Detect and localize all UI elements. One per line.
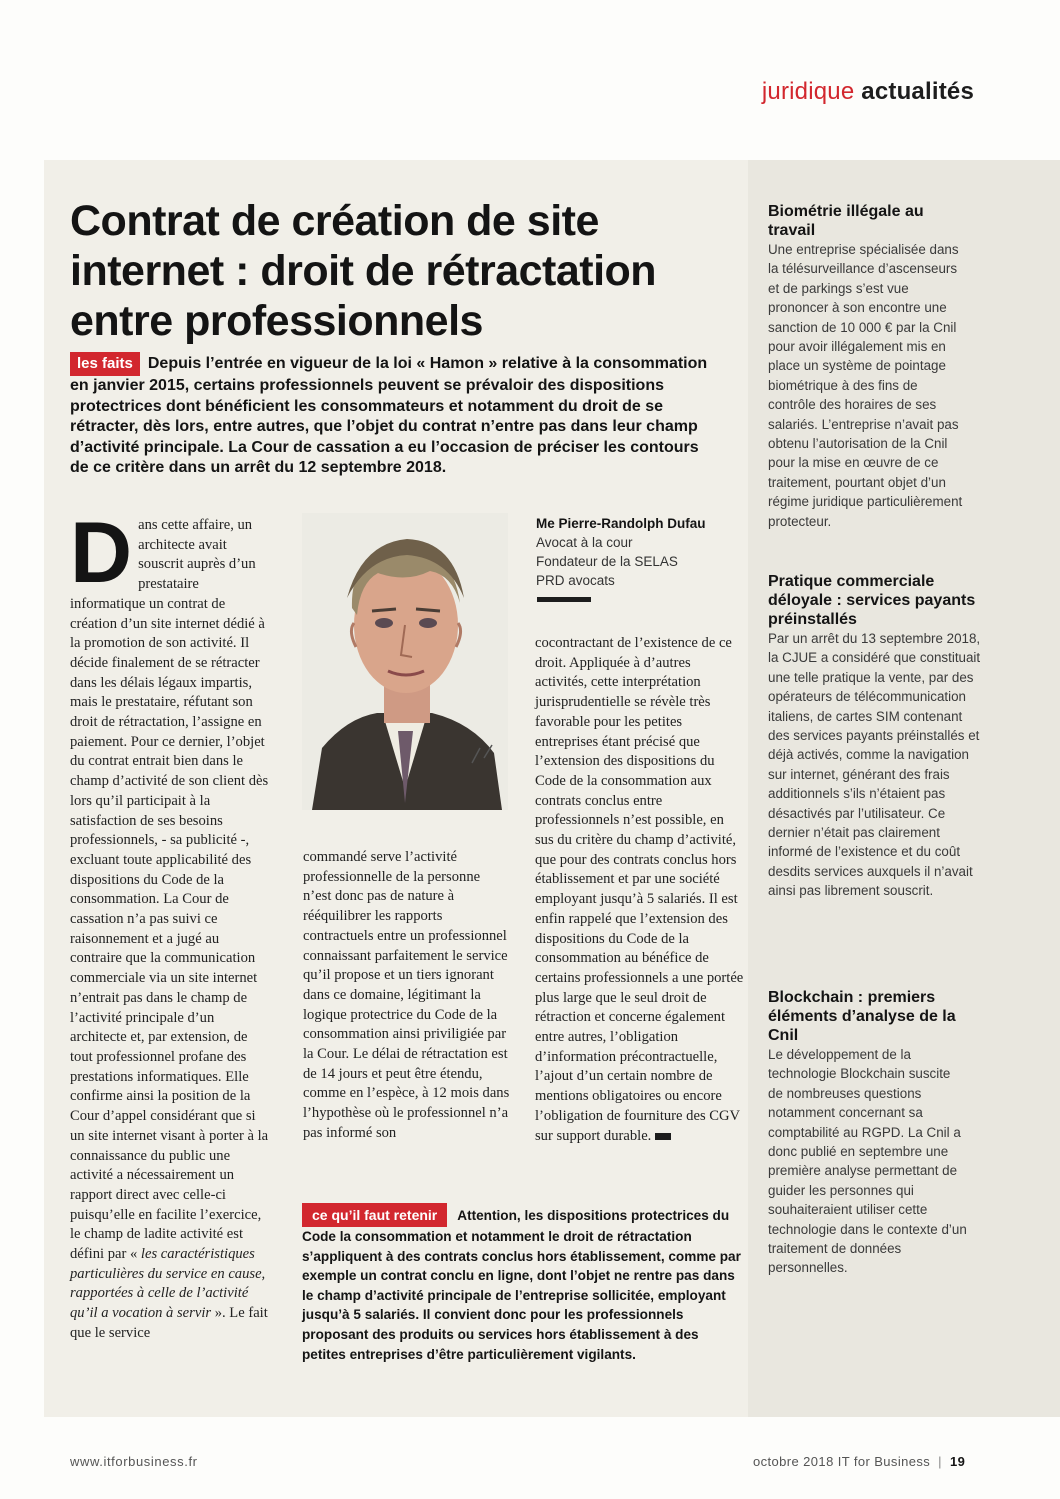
author-company-line: Fondateur de la SELAS (536, 554, 678, 569)
author-title: Avocat à la cour (536, 535, 633, 550)
drop-cap: D (70, 505, 133, 601)
sidebar-item-text: Le développement de la technologie Blockchain suscite de nombreuses questions notamment concernant sa comptabilité au RGPD. La Cnil a donc publié en septembre une première analyse permettant de guider les personnes qui souhaiteraient utiliser cette technologie dans le contexte d’un traitement de données personnelles. (768, 1047, 967, 1276)
sidebar-item-text: Par un arrêt du 13 septembre 2018, la CJUE a considéré que constituait une telle pratique la vente, par des opérateurs de télécommunication italiens, de cartes SIM contenant des services payants préinstallés et déjà activés, comme la navigation sur internet, générant des frais additionnels s’ils n’étaient pas désactivés par l’utilisateur. Ce dernier n’était pas clairement informé de l’existence et du coût desdits services auxquels il n’avait ainsi pas librement souscrit. (768, 631, 981, 899)
sidebar-item-title: Blockchain : premiers éléments d’analyse de la Cnil (768, 989, 956, 1044)
column-1-end: ». Le fait que le service (70, 1305, 268, 1341)
article-column-2: commandé serve l’activité professionnelle de la personne n’est donc pas de nature à rééquilibrer les rapports contractuels entre un professionnel connaissant parfaitement le service qu’il propose et un tiers ignorant dans ce domaine, légitimant la logique protectrice du Code de la consommation ainsi priviligiée par la Cour. Le délai de rétractation est de 14 jours et peut être étendu, comme en l’espèce, à 12 mois dans l’hypothèse où le professionnel n’a pas informé son (303, 849, 510, 1141)
author-portrait-illustration (302, 513, 508, 810)
takeaway-box (302, 1203, 745, 1364)
column-1-text: ans cette affaire, un architecte avait souscrit auprès d’un prestataire informatique un contrat de création d’un site internet dédié à la promotion de son activité. Il décide finalement de se rétracter dans les délais légaux impartis, mais le prestataire, réfutant son droit de rétractation, l’assigne en paiement. Pour ce dernier, l’objet du contrat entrait bien dans le champ d’activité de son client dès lors qu’il participait à la satisfaction de ses besoins professionnels, - sa publicité -, excluant toute applicabilité des dispositions du Code de la consommation. La Cour de cassation n’a pas suivi ce raisonnement et a jugé au contraire que la communication commerciale via un site internet n’entrait pas dans le champ de l’activité principale d’un architecte et, par extension, de tout professionnel profane des prestations informatiques. Elle confirme ainsi la position de la Cour d’appel considérant que si un site internet visant à porter à la connaissance du public une activité a nécessairement un rapport direct avec celle-ci puisqu’elle en facilite l’exercice, le champ de ladite activité est défini par « (70, 517, 269, 1263)
article-column-3 (535, 634, 745, 1146)
sidebar-item-title: Pratique commerciale déloyale : services payants préinstallés (768, 573, 976, 628)
footer-website-link[interactable]: www.itforbusiness.fr (70, 1454, 198, 1469)
author-name: Me Pierre-Randolph Dufau (536, 516, 706, 531)
article-title: Contrat de création de site internet : droit de rétractation entre professionnels (70, 197, 657, 345)
column-3-text: cocontractant de l’existence de ce droit. Appliquée à d’autres activités, cette interprétation jurisprudentielle se révèle très favorable pour les petites entreprises étant précisé que l’extension des dispositions du Code de la consommation aux contrats conclus entre professionnels n’est possible, en sus du critère du champ d’activité, que pour des contrats conclus hors établissement et par une société employant jusqu’à 5 salariés. Il est enfin rappelé que l’extension des dispositions du Code de la consommation au bénéfice de certains professionnels a une portée plus large que le seul droit de rétraction et concerne également entre autres, l’obligation d’information précontractuelle, l’ajout d’un certain nombre de mentions obligatoires ou encore l’obligation de fourniture des CGV sur support durable. (535, 635, 744, 1144)
sidebar-news-item (768, 572, 983, 901)
sidebar-item-text: Une entreprise spécialisée dans la télésurveillance d’ascenseurs et de parkings s’est vue prononcer à son encontre une sanction de 10 000 € par la Cnil pour avoir illégalement mis en place un système de pointage biométrique à des fins de contrôle des horaires de ses salariés. L’entreprise n’avait pas obtenu l’autorisation de la Cnil pour la mise en œuvre de ce traitement, pourtant objet d’un régime juridique particulièrement protecteur. (768, 242, 963, 529)
section-rubric (762, 78, 974, 106)
author-block (536, 514, 746, 590)
lead-text: Depuis l’entrée en vigueur de la loi « Hamon » relative à la consommation en janvier 2015, certains professionnels peuvent se prévaloir des dispositions protectrices dont bénéficient les consommateurs et notamment du droit de se rétracter, dès lors, entre autres, que l’objet du contrat n’entre pas dans leur champ d’activité principale. La Cour de cassation a eu l’occasion de préciser les contours de ce critère dans un arrêt du 12 septembre 2018. (70, 355, 708, 477)
takeaway-text: Attention, les dispositions protectrices du Code la consommation et notamment le droit de rétractation s’appliquent à des contrats conclus hors établissement, comme par exemple un contrat conclu en ligne, dont l’objet ne rentre pas dans le champ d’activité principale de l’entreprise sollicitée, employant jusqu’à 5 salariés. Il convient donc pour les professionnels proposant des produits ou services hors établissement à des petites entreprises d’être particulièrement vigilants. (302, 1208, 741, 1362)
footer-issue: octobre 2018 IT for Business (753, 1454, 931, 1469)
footer-separator: | (938, 1454, 942, 1469)
takeaway-tag: ce qu’il faut retenir (302, 1203, 447, 1227)
author-divider (537, 597, 591, 602)
rubric-category: juridique (761, 78, 855, 105)
sidebar-item-title: Biométrie illégale au travail (768, 203, 924, 239)
article-lead (70, 352, 718, 479)
article-column-1 (70, 505, 272, 1344)
end-of-article-mark (655, 1133, 671, 1140)
rubric-section: actualités (861, 78, 974, 105)
sidebar-news-item (768, 202, 968, 531)
column-1-quote: les caractéristiques particulières du service en cause, rapportées à celle de l’activité qu’il a vocation à servir (70, 1246, 266, 1322)
lead-tag: les faits (70, 352, 140, 376)
sidebar-news-item (768, 988, 968, 1278)
footer-issue-info (753, 1454, 965, 1469)
author-firm: PRD avocats (536, 573, 615, 588)
page-number: 19 (949, 1454, 966, 1469)
